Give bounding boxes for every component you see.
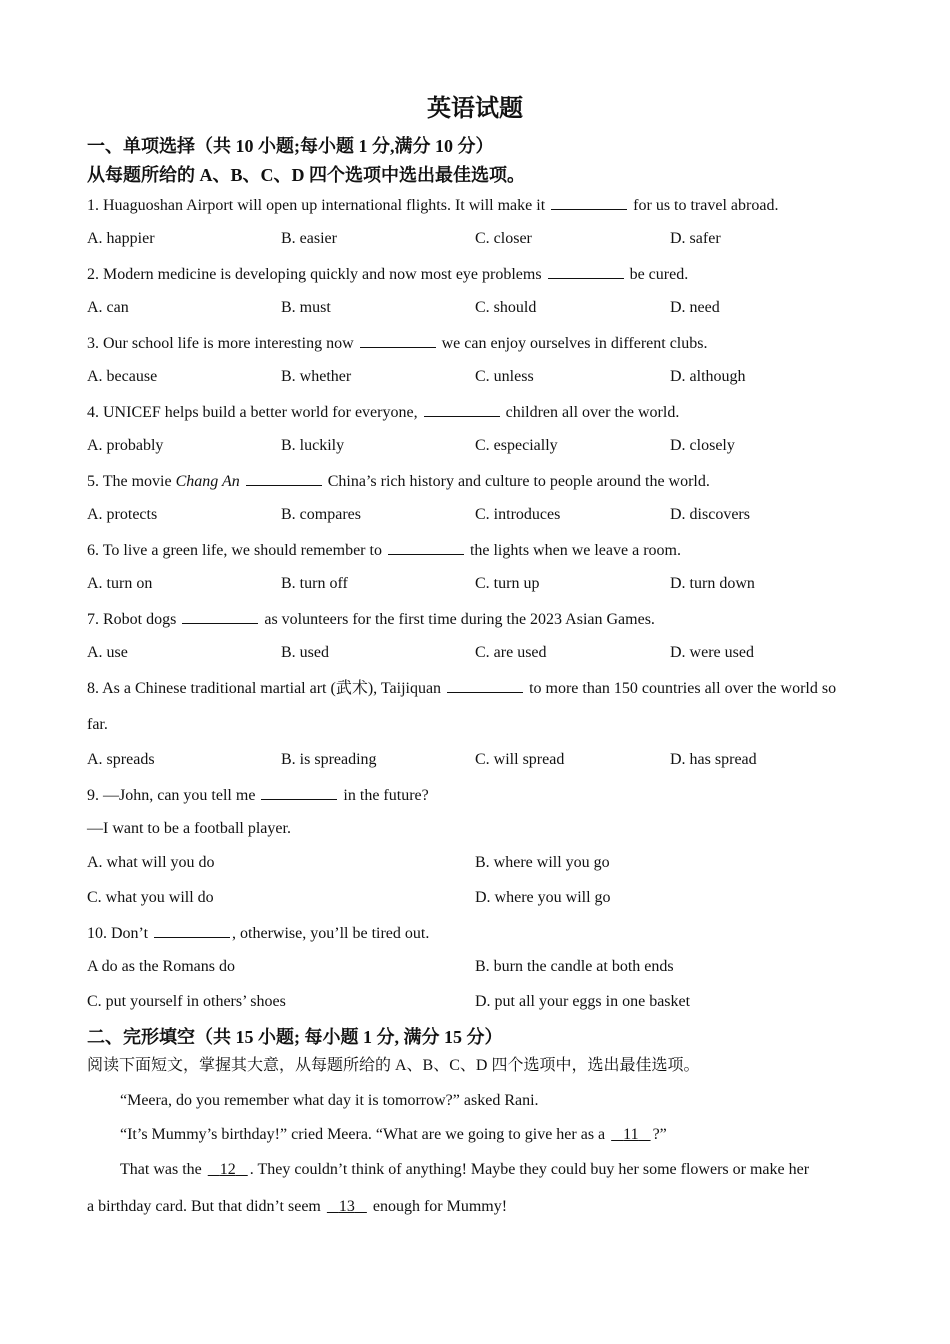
answer-blank — [551, 195, 627, 210]
passage-paragraph-2: “It’s Mummy’s birthday!” cried Meera. “What are we going to give her as a 11 ?” — [120, 1126, 667, 1143]
option-d: D. although — [670, 368, 746, 385]
option-b: B. turn off — [281, 575, 348, 592]
cloze-blank-13: 13 — [338, 1198, 355, 1215]
question-3: 3. Our school life is more interesting now we can enjoy ourselves in different clubs. — [87, 335, 708, 352]
option-c: C. put yourself in others’ shoes — [87, 993, 286, 1010]
option-d: D. closely — [670, 437, 735, 454]
option-c: C. especially — [475, 437, 558, 454]
question-2: 2. Modern medicine is developing quickly and now most eye problems be cured. — [87, 266, 689, 283]
option-c: C. introduces — [475, 506, 561, 523]
answer-blank — [548, 264, 624, 279]
option-b: B. where will you go — [475, 854, 610, 871]
option-a: A. what will you do — [87, 854, 215, 871]
option-b: B. is spreading — [281, 751, 377, 768]
section1-instruction: 从每题所给的 A、B、C、D 四个选项中选出最佳选项。 — [87, 165, 526, 185]
option-a: A. use — [87, 644, 128, 661]
option-a: A. probably — [87, 437, 164, 454]
passage-paragraph-1: “Meera, do you remember what day it is tomorrow?” asked Rani. — [120, 1092, 539, 1109]
question-9-reply: —I want to be a football player. — [87, 820, 291, 837]
option-c: C. turn up — [475, 575, 540, 592]
option-a: A. spreads — [87, 751, 155, 768]
question-10: 10. Don’t , otherwise, you’ll be tired out. — [87, 925, 430, 942]
question-7: 7. Robot dogs as volunteers for the first time during the 2023 Asian Games. — [87, 611, 655, 628]
option-a: A do as the Romans do — [87, 958, 235, 975]
option-d: D. safer — [670, 230, 721, 247]
option-c: C. closer — [475, 230, 532, 247]
option-d: D. discovers — [670, 506, 750, 523]
page-title: 英语试题 — [427, 96, 523, 122]
answer-blank — [424, 402, 500, 417]
option-d: D. put all your eggs in one basket — [475, 993, 691, 1010]
option-b: B. easier — [281, 230, 337, 247]
section2-heading: 二、完形填空（共 15 小题; 每小题 1 分, 满分 15 分） — [87, 1027, 503, 1047]
option-b: B. burn the candle at both ends — [475, 958, 674, 975]
option-d: D. need — [670, 299, 720, 316]
answer-blank — [261, 785, 337, 800]
question-6: 6. To live a green life, we should remember to the lights when we leave a room. — [87, 542, 681, 559]
section2-instruction: 阅读下面短文，掌握其大意，从每题所给的 A、B、C、D 四个选项中，选出最佳选项。 — [87, 1057, 700, 1074]
answer-blank — [154, 923, 230, 938]
answer-blank — [182, 609, 258, 624]
option-b: B. must — [281, 299, 331, 316]
option-c: C. what you will do — [87, 889, 214, 906]
movie-title: Chang An — [175, 473, 240, 490]
option-c: C. will spread — [475, 751, 565, 768]
section1-heading: 一、单项选择（共 10 小题;每小题 1 分,满分 10 分） — [87, 136, 494, 156]
option-a: A. can — [87, 299, 129, 316]
option-d: D. turn down — [670, 575, 755, 592]
answer-blank — [360, 333, 436, 348]
option-b: B. used — [281, 644, 329, 661]
answer-blank — [447, 678, 523, 693]
passage-paragraph-3-continued: a birthday card. But that didn’t seem 13 enough for Mummy! — [87, 1198, 508, 1215]
question-9: 9. —John, can you tell me in the future? — [87, 787, 429, 804]
option-c: C. unless — [475, 368, 534, 385]
question-5: 5. The movie Chang An China’s rich history and culture to people around the world. — [87, 473, 710, 490]
option-b: B. whether — [281, 368, 352, 385]
cloze-blank-11: 11 — [623, 1126, 639, 1143]
option-a: A. turn on — [87, 575, 153, 592]
option-b: B. luckily — [281, 437, 345, 454]
passage-paragraph-3: That was the 12 . They couldn’t think of anything! Maybe they could buy her some flowers or make her — [120, 1161, 810, 1178]
answer-blank — [246, 471, 322, 486]
option-d: D. has spread — [670, 751, 757, 768]
cloze-blank-12: 12 — [219, 1161, 236, 1178]
option-a: A. happier — [87, 230, 155, 247]
question-4: 4. UNICEF helps build a better world for everyone, children all over the world. — [87, 404, 680, 421]
option-c: C. are used — [475, 644, 547, 661]
option-b: B. compares — [281, 506, 361, 523]
option-d: D. were used — [670, 644, 754, 661]
option-d: D. where you will go — [475, 889, 611, 906]
question-8-continued: far. — [87, 716, 108, 733]
question-1: 1. Huaguoshan Airport will open up international flights. It will make it for us to travel abroad. — [87, 197, 779, 214]
option-c: C. should — [475, 299, 537, 316]
option-a: A. because — [87, 368, 158, 385]
option-a: A. protects — [87, 506, 158, 523]
answer-blank — [388, 540, 464, 555]
question-8: 8. As a Chinese traditional martial art (武术), Taijiquan to more than 150 countries all over the world so — [87, 680, 837, 697]
